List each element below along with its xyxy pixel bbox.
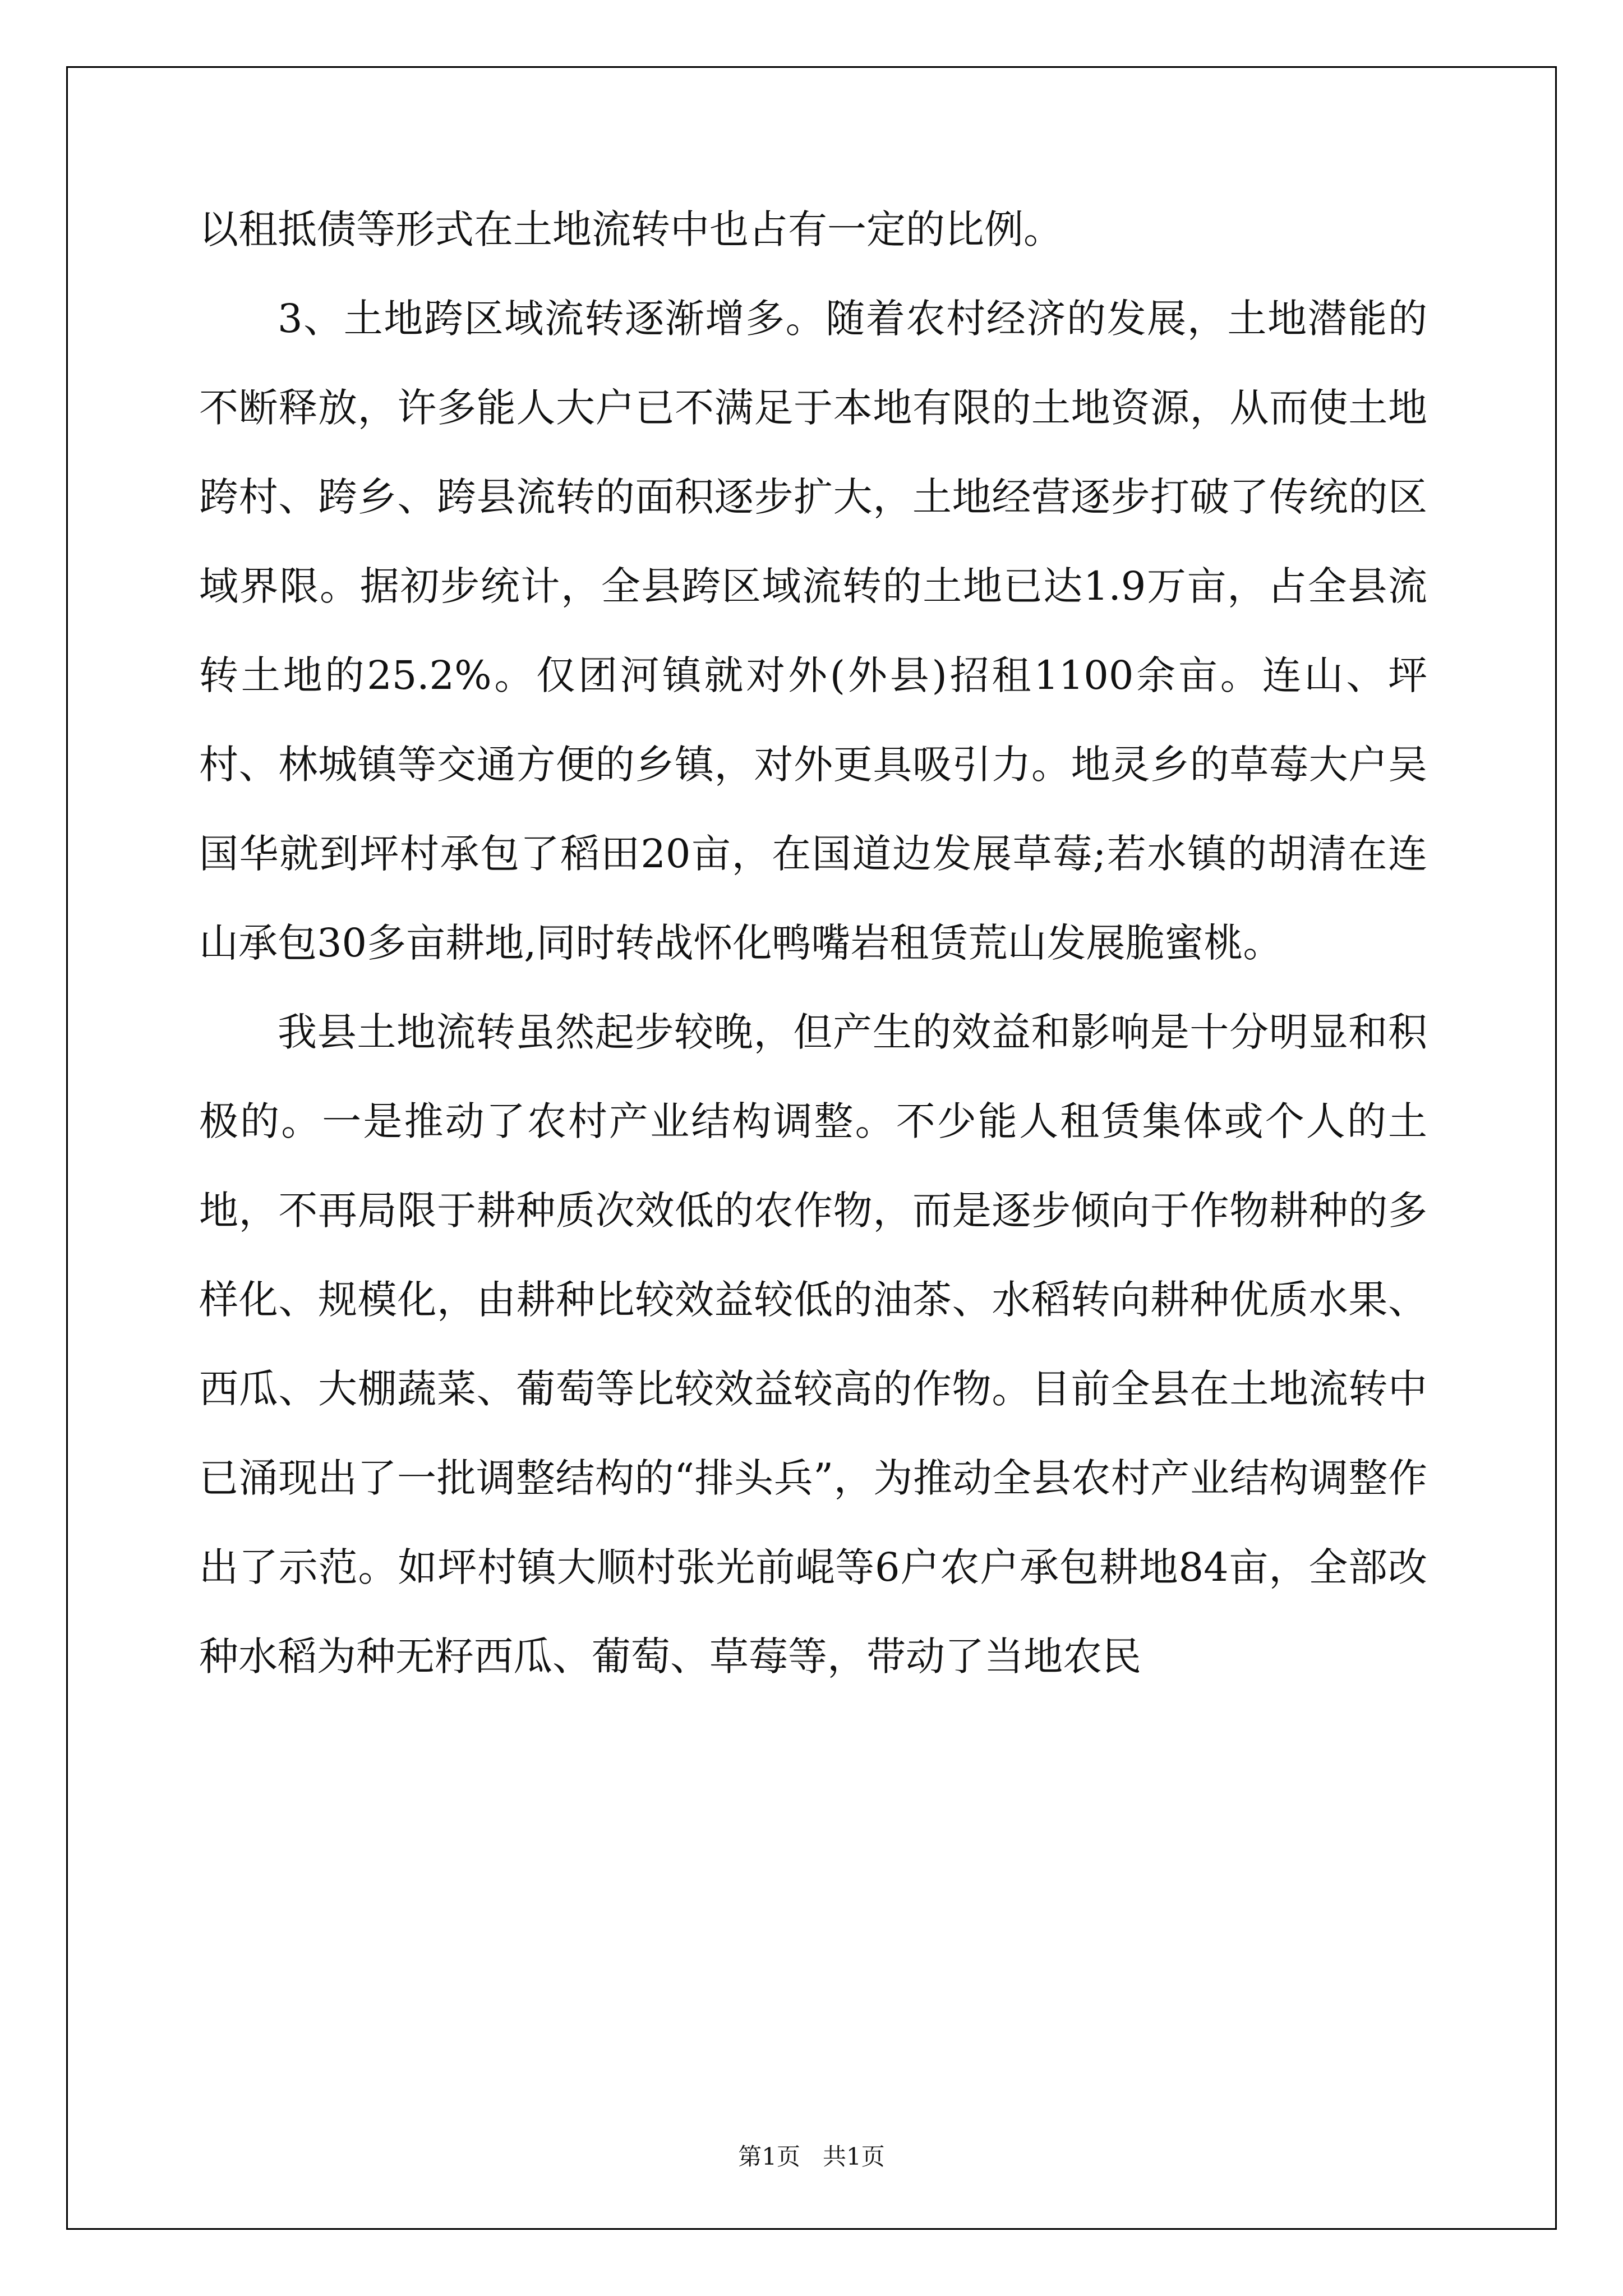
- paragraph-2: 3、土地跨区域流转逐渐增多。随着农村经济的发展，土地潜能的不断释放，许多能人大户已不满足于本地有限的土地资源，从而使土地跨村、跨乡、跨县流转的面积逐步扩大，土地经营逐步打破了传统的区域界限。据初步统计，全县跨区域流转的土地已达1.9万亩，占全县流转土地的25.2%。仅团河镇就对外(外县)招租1100余亩。连山、坪村、林城镇等交通方便的乡镇，对外更具吸引力。地灵乡的草莓大户吴国华就到坪村承包了稻田20亩，在国道边发展草莓;若水镇的胡清在连山承包30多亩耕地,同时转战怀化鸭嘴岩租赁荒山发展脆蜜桃。: [199, 296, 1427, 966]
- document-body: [199, 185, 1427, 1701]
- page-footer: 第1页 共1页: [738, 2143, 885, 2170]
- paragraph-1: 以租抵债等形式在土地流转中也占有一定的比例。: [199, 206, 1063, 252]
- paragraph-3: 我县土地流转虽然起步较晚，但产生的效益和影响是十分明显和积极的。一是推动了农村产业结构调整。不少能人租赁集体或个人的土地，不再局限于耕种质次效低的农作物，而是逐步倾向于作物耕种的多样化、规模化，由耕种比较效益较低的油茶、水稻转向耕种优质水果、西瓜、大棚蔬菜、葡萄等比较效益较高的作物。目前全县在土地流转中已涌现出了一批调整结构的“排头兵”，为推动全县农村产业结构调整作出了示范。如坪村镇大顺村张光前崐等6户农户承包耕地84亩，全部改种水稻为种无籽西瓜、葡萄、草莓等，带动了当地农民: [199, 1009, 1427, 1680]
